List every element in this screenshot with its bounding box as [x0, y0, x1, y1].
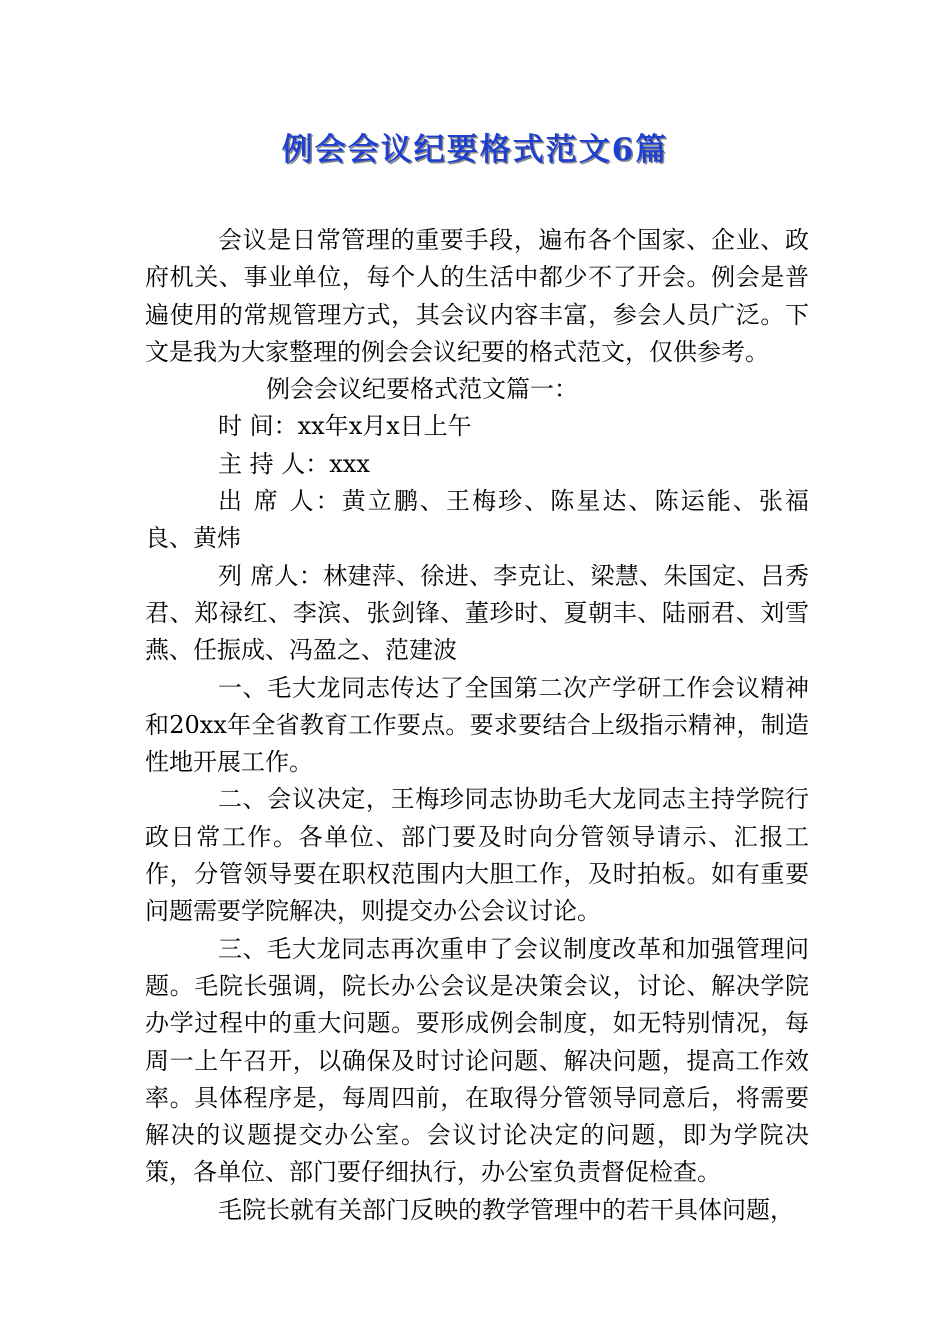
document-body: [145, 222, 809, 1229]
meeting-host: 主 持 人：xxx: [218, 449, 370, 478]
item-two-paragraph: 二、会议决定，王梅珍同志协助毛大龙同志主持学院行政日常工作。各单位、部门要及时向分管领导请示、汇报工作，分管领导要在职权范围内大胆工作，及时拍板。如有重要问题需要学院解决，则提交办公会议讨论。: [145, 785, 809, 926]
meeting-attendees: 出 席 人：黄立鹏、王梅珍、陈星达、陈运能、张福良、黄炜: [145, 487, 809, 553]
intro-paragraph: 会议是日常管理的重要手段，遍布各个国家、企业、政府机关、事业单位，每个人的生活中都少不了开会。例会是普遍使用的常规管理方式，其会议内容丰富，参会人员广泛。下文是我为大家整理的例会会议纪要的格式范文，仅供参考。: [145, 226, 809, 366]
item-one-paragraph: 一、毛大龙同志传达了全国第二次产学研工作会议精神和20xx年全省教育工作要点。要求要结合上级指示精神，制造性地开展工作。: [145, 673, 809, 777]
document-title: 例会会议纪要格式范文6篇: [281, 132, 669, 168]
section-heading: 例会会议纪要格式范文篇一：: [266, 375, 578, 404]
meeting-observers: 列 席人：林建萍、徐进、李克让、梁慧、朱国定、吕秀君、郑禄红、李滨、张剑锋、董珍时、夏朝丰、陆丽君、刘雪燕、任振成、冯盈之、范建波: [145, 561, 809, 665]
continuation-paragraph: 毛院长就有关部门反映的教学管理中的若干具体问题，: [218, 1195, 794, 1224]
meeting-time: 时 间：xx年x月x日上午: [218, 412, 472, 441]
item-three-paragraph: 三、毛大龙同志再次重申了会议制度改革和加强管理问题。毛院长强调，院长办公会议是决策会议，讨论、解决学院办学过程中的重大问题。要形成例会制度，如无特别情况，每周一上午召开，以确保及时讨论问题、解决问题，提高工作效率。具体程序是，每周四前，在取得分管领导同意后，将需要解决的议题提交办公室。会议讨论决定的问题，即为学院决策，各单位、部门要仔细执行，办公室负责督促检查。: [145, 934, 809, 1187]
